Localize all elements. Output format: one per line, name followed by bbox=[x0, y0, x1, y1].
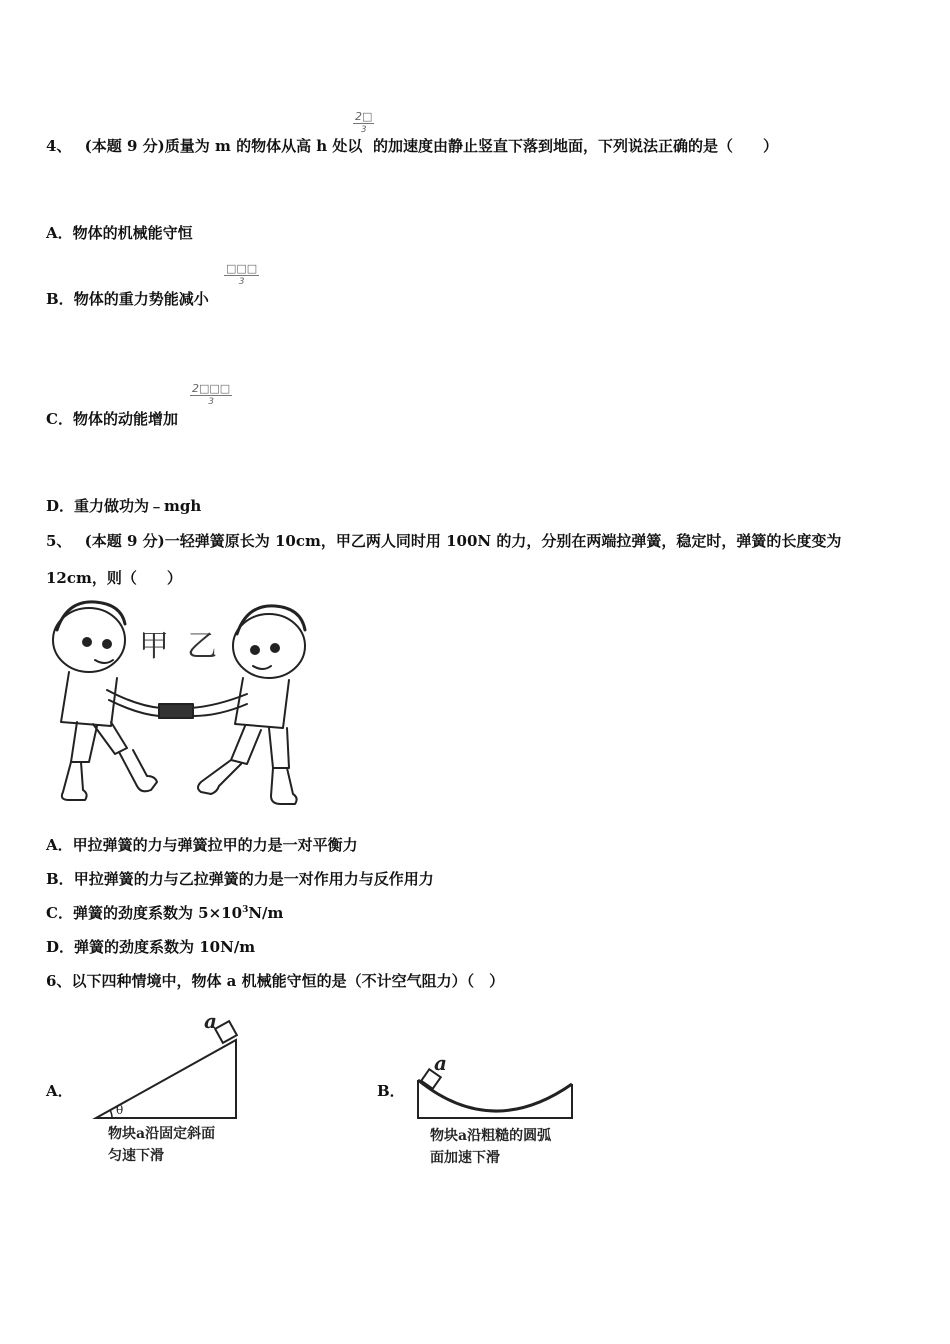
q5-option-b-label: B． bbox=[46, 870, 74, 888]
q5-number: 5、 bbox=[46, 532, 72, 550]
q5-option-c[interactable] bbox=[46, 902, 283, 923]
q6-option-a-caption-2: 匀速下滑 bbox=[108, 1148, 164, 1164]
q5-option-c-text-pre: 弹簧的劲度系数为 5×10 bbox=[72, 904, 243, 922]
q4-option-d-text: 重力做功为﹣mgh bbox=[74, 497, 202, 515]
q4-option-c-label: C． bbox=[46, 410, 73, 428]
q5-option-b-text: 甲拉弹簧的力与乙拉弹簧的力是一对作用力与反作用力 bbox=[73, 870, 434, 888]
q5-option-c-sup: 3 bbox=[242, 905, 249, 915]
q4-option-b-text: 物体的重力势能减小 bbox=[73, 290, 209, 308]
q6-number: 6、 bbox=[46, 972, 72, 990]
q5-figure-label-yi: 乙 bbox=[187, 629, 217, 664]
q5-tug-figure bbox=[47, 600, 317, 810]
q6-stem bbox=[46, 970, 504, 991]
q4-option-b[interactable] bbox=[46, 288, 209, 309]
q5-option-c-text-post: N/m bbox=[248, 904, 284, 922]
q6-option-a-caption-1: 物块a沿固定斜面 bbox=[108, 1126, 216, 1142]
q6-option-b-block: a bbox=[434, 1051, 447, 1075]
q6-option-b-label[interactable]: B． bbox=[377, 1082, 405, 1100]
q5-option-a-text: 甲拉弹簧的力与弹簧拉甲的力是一对平衡力 bbox=[72, 836, 358, 854]
q4-text-after: 的加速度由静止竖直下落到地面，下列说法正确的是（ ） bbox=[373, 137, 779, 155]
q4-option-b-fraction bbox=[224, 262, 259, 289]
q4-option-d[interactable] bbox=[46, 495, 201, 516]
q4-option-c[interactable] bbox=[46, 408, 178, 429]
q5-option-d-text: 弹簧的劲度系数为 10N/m bbox=[74, 938, 256, 956]
q5-text-line1: (本题 9 分)一轻弹簧原长为 10cm，甲乙两人同时用 100N 的力，分别在两端拉弹簧，稳定时，弹簧的长度变为 bbox=[84, 532, 842, 550]
q4-fraction-den: 3 bbox=[360, 125, 367, 135]
q4-option-a[interactable] bbox=[46, 222, 193, 243]
q4-option-b-frac-den: 3 bbox=[238, 277, 245, 287]
q6-option-a-block: a bbox=[204, 1009, 217, 1033]
q4-option-c-fraction bbox=[190, 382, 232, 409]
q5-option-b[interactable] bbox=[46, 868, 434, 889]
q4-option-c-frac-den: 3 bbox=[208, 397, 214, 407]
q4-option-c-frac-num: 2□□□ bbox=[192, 382, 231, 395]
q5-figure-label-jia: 甲 bbox=[139, 629, 169, 664]
q4-text-before: (本题 9 分)质量为 m 的物体从高 h 处以 bbox=[84, 137, 363, 155]
q4-fraction bbox=[353, 110, 374, 137]
q4-option-c-text: 物体的动能增加 bbox=[72, 410, 178, 428]
q5-option-d[interactable] bbox=[46, 936, 255, 957]
q4-fraction-num: 2□ bbox=[355, 110, 373, 123]
q4-option-a-text: 物体的机械能守恒 bbox=[72, 224, 193, 242]
q4-number: 4、 bbox=[46, 137, 72, 155]
q5-stem-line2: 12cm，则（ ） bbox=[46, 569, 182, 587]
q4-option-d-label: D． bbox=[46, 497, 75, 515]
q5-option-d-label: D． bbox=[46, 938, 75, 956]
q6-option-b-caption-2: 面加速下滑 bbox=[430, 1150, 500, 1166]
q5-option-a[interactable] bbox=[46, 834, 358, 855]
q6-option-b-figure bbox=[412, 1050, 582, 1130]
q5-option-c-label: C． bbox=[46, 904, 73, 922]
q6-option-a-angle: θ bbox=[116, 1103, 124, 1117]
q6-option-a-label[interactable]: A． bbox=[46, 1082, 73, 1100]
q4-option-a-label: A． bbox=[46, 224, 73, 242]
q5-option-a-label: A． bbox=[46, 836, 73, 854]
q4-option-b-label: B． bbox=[46, 290, 74, 308]
q5-stem-line1 bbox=[46, 530, 841, 551]
q6-option-b-caption-1: 物块a沿粗糙的圆弧 bbox=[430, 1128, 552, 1144]
q6-text: 以下四种情境中，物体 a 机械能守恒的是（不计空气阻力）（ ） bbox=[71, 972, 505, 990]
q4-option-b-frac-num: □□□ bbox=[226, 262, 258, 275]
q4-stem bbox=[46, 135, 362, 156]
q6-option-a-figure bbox=[90, 1008, 260, 1138]
